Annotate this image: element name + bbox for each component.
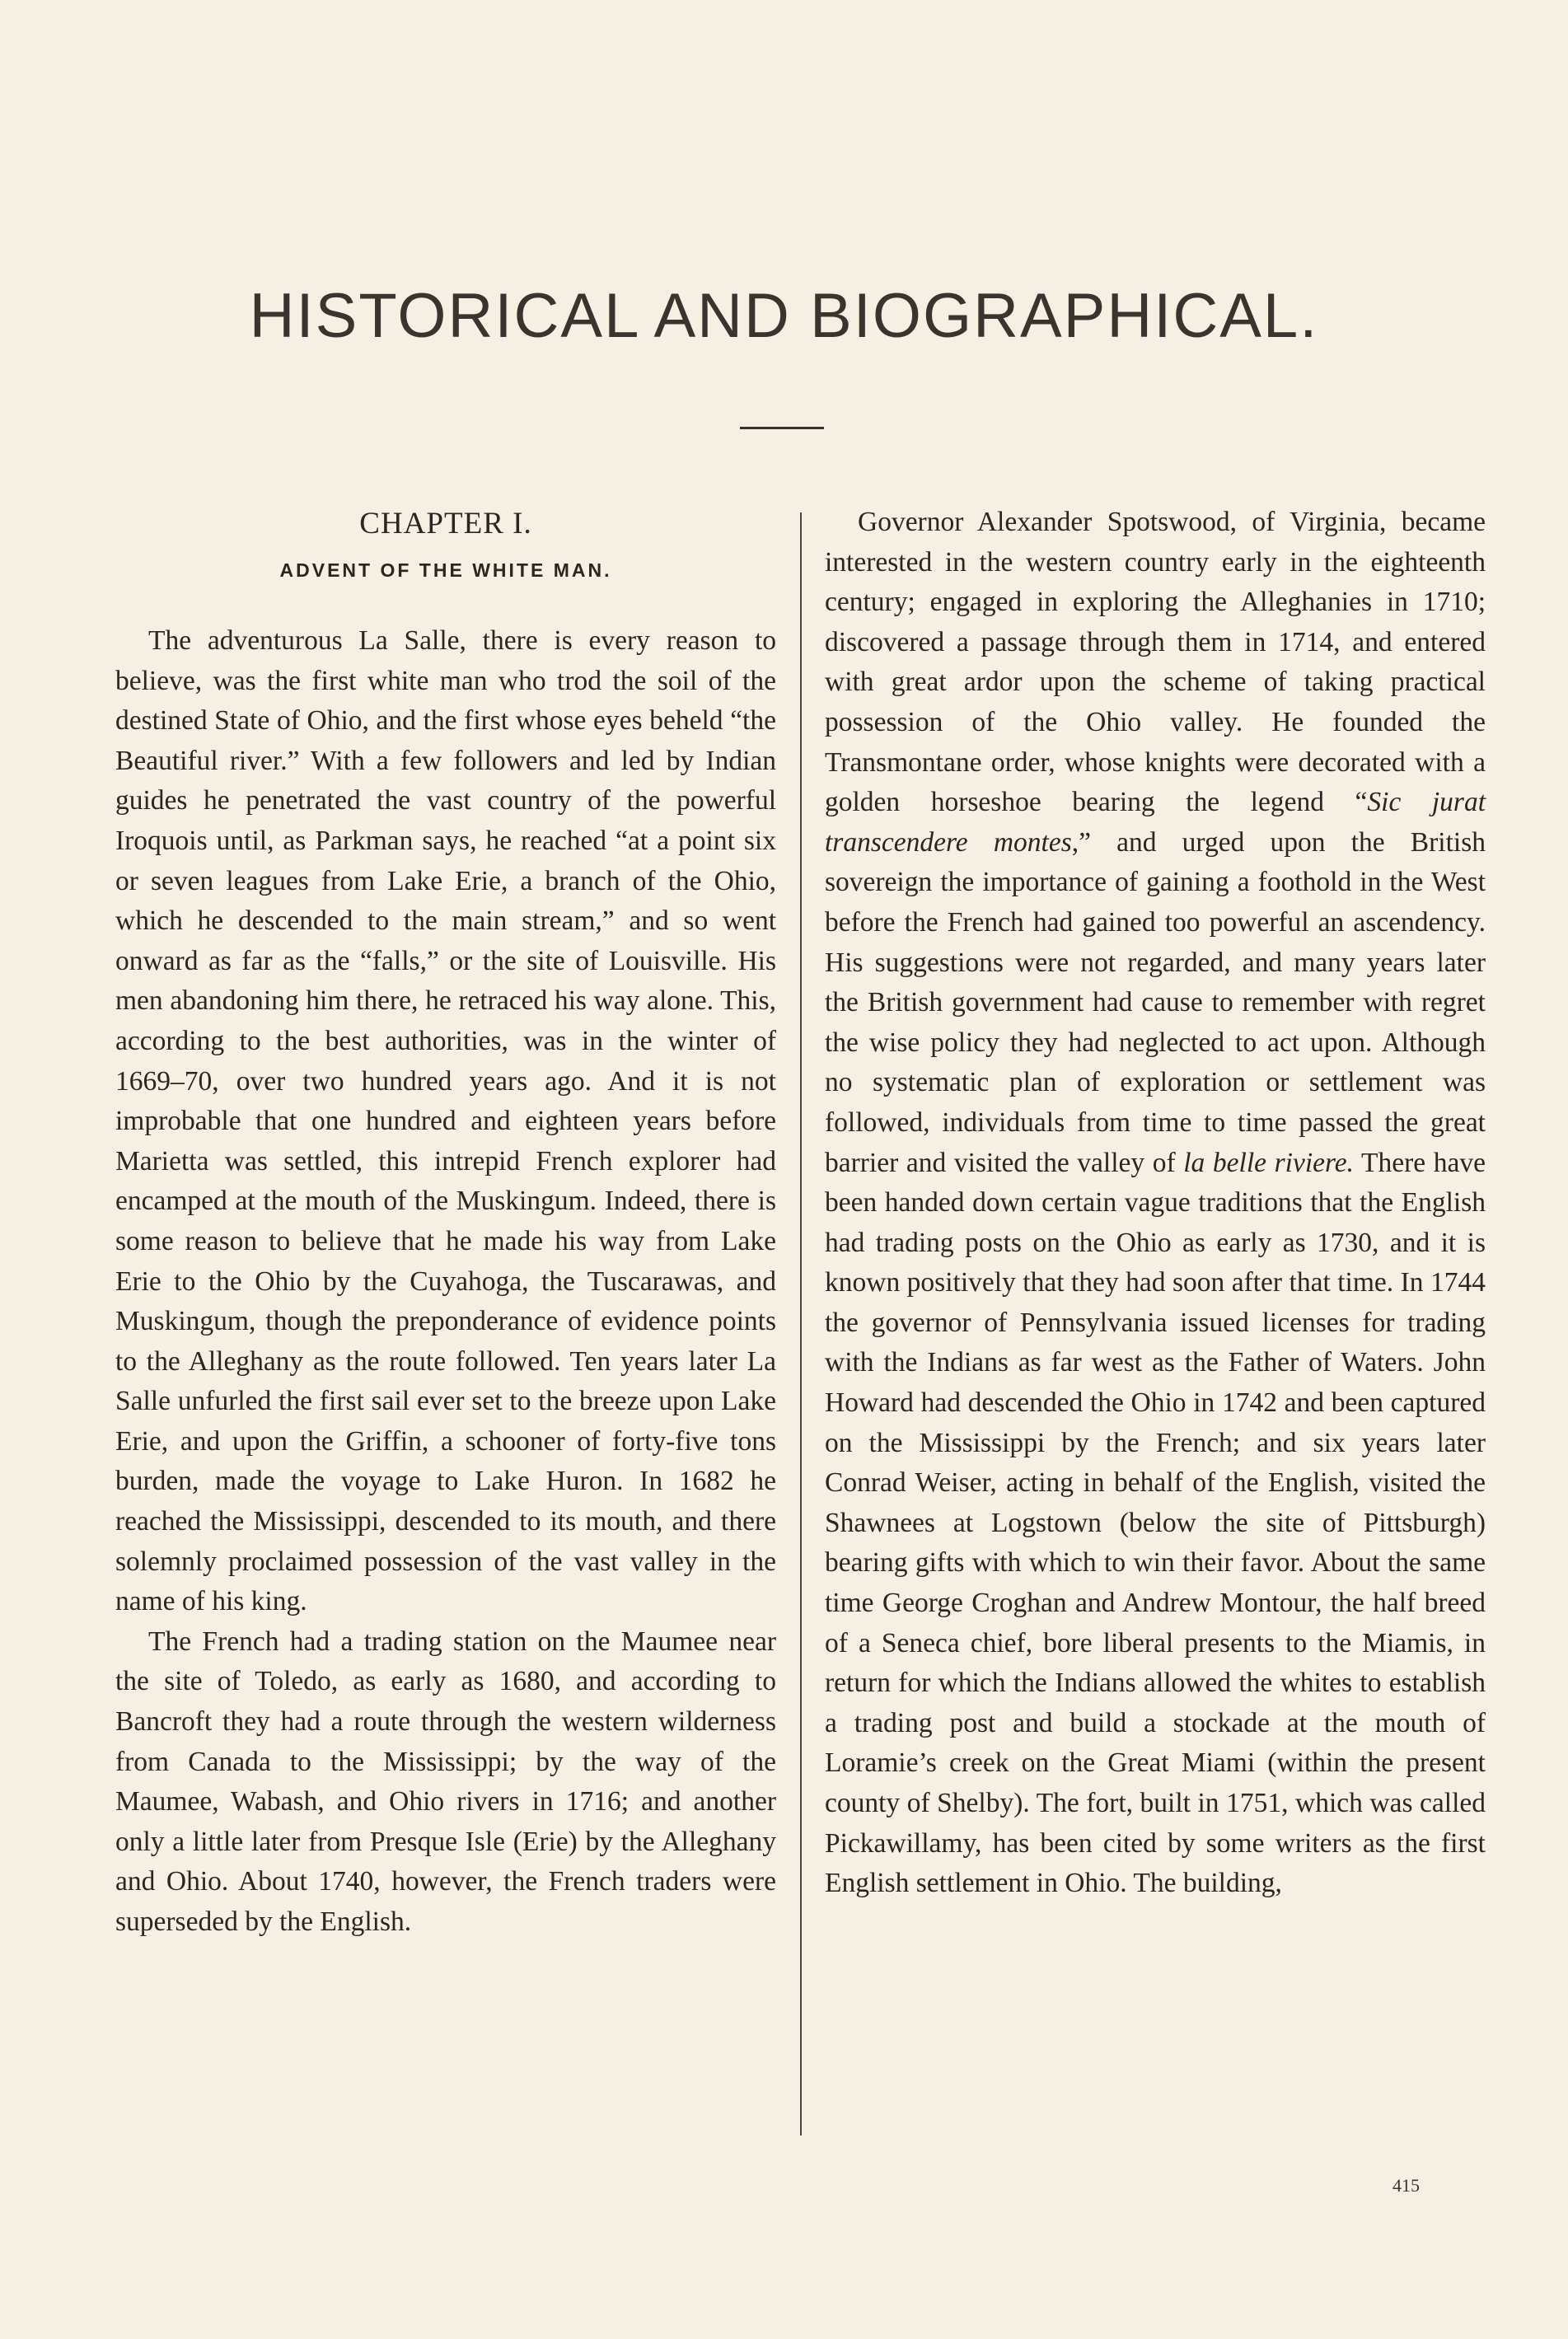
- paragraph: [825, 503, 1486, 1904]
- paragraph: The French had a trading station on the Maumee near the site of Toledo, as early as 1680, and according to Bancroft they had a route through the western wilderness from Canada to the Mississippi; by the way of the Maumee, Wabash, and Ohio rivers in 1716; and another only a little later from Presque Isle (Erie) by the Alleghany and Ohio. About 1740, however, the French traders were superseded by the English.: [115, 1626, 776, 1937]
- title-rule: [740, 427, 824, 429]
- paragraph-text: There have been handed down certain vague traditions that the English had trading posts on the Ohio as early as 1730, and it is known positively that they had soon after that time. In 1744 the governor of Pennsylvania issued licenses for trading with the Indians as far west as the Father of Waters. John Howard had descended the Ohio in 1742 and been captured on the Mississippi by the French; and six years later Conrad Weiser, acting in behalf of the English, visited the Shawnees at Logstown (below the site of Pittsburgh) bearing gifts with which to win their favor. About the same time George Croghan and Andrew Montour, the half breed of a Seneca chief, bore liberal presents to the Miamis, in return for which the Indians allowed the whites to establish a trading post and build a stockade at the mouth of Loramie’s creek on the Great Miami (within the present county of Shelby). The fort, built in 1751, which was called Pickawillamy, has been cited by some writers as the first English settlement in Ohio. The building,: [825, 1147, 1486, 1899]
- column-divider: [800, 512, 802, 2136]
- river-name: la belle riviere.: [1183, 1147, 1355, 1178]
- left-column: [115, 503, 776, 1943]
- chapter-heading: CHAPTER I.: [359, 507, 532, 540]
- paragraph-text: Governor Alexander Spotswood, of Virginia, became interested in the western country early in the eighteenth century; engaged in exploring the Alleghanies in 1710; discovered a passage through them in 1714, and entered with great ardor upon the scheme of taking practical possession of the Ohio valley. He founded the Transmontane order, whose knights were decorated with a golden horseshoe bearing the legend “: [825, 507, 1486, 818]
- paragraph: The adventurous La Salle, there is every reason to believe, was the first white man who trod the soil of the destined State of Ohio, and the first whose eyes beheld “the Beautiful river.” With a few followers and led by Indian guides he penetrated the vast country of the powerful Iroquois until, as Parkman says, he reached “at a point six or seven leagues from Lake Erie, a branch of the Ohio, which he descended to the main stream,” and so went onward as far as the “falls,” or the site of Louisville. His men abandoning him there, he retraced his way alone. This, according to the best authorities, was in the winter of 1669–70, over two hundred years ago. And it is not improbable that one hundred and eighteen years before Marietta was settled, this intrepid French explorer had encamped at the mouth of the Muskingum. Indeed, there is some reason to believe that he made his way from Lake Erie to the Ohio by the Cuyahoga, the Tuscarawas, and Muskingum, though the preponderance of evidence points to the Alleghany as the route followed. Ten years later La Salle unfurled the first sail ever set to the breeze upon Lake Erie, and upon the Griffin, a schooner of forty-five tons burden, made the voyage to Lake Huron. In 1682 he reached the Mississippi, descended to its mouth, and there solemnly proclaimed possession of the vast valley in the name of his king.: [115, 625, 776, 1617]
- page-number: 415: [1392, 2175, 1420, 2196]
- chapter-subtitle: ADVENT OF THE WHITE MAN.: [279, 559, 612, 581]
- page-title: HISTORICAL AND BIOGRAPHICAL.: [249, 281, 1319, 351]
- paragraph-text: ,” and urged upon the British sovereign the importance of gaining a foothold in the West before the French had gained too powerful an ascendency. His suggestions were not regarded, and many years later the British government had cause to remember with regret the wise policy they had neglected to act upon. Although no systematic plan of exploration or settlement was followed, individuals from time to time passed the great barrier and visited the valley of: [825, 826, 1486, 1178]
- latin-motto: Sic jurat transcendere montes: [825, 787, 1486, 858]
- right-column: [825, 503, 1486, 1904]
